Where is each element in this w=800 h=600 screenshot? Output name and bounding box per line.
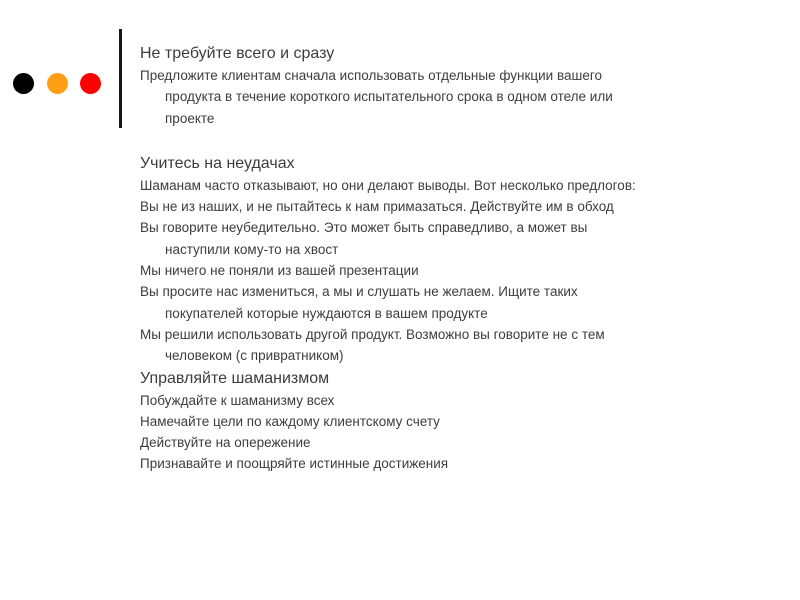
bullet-line: Действуйте на опережение: [140, 435, 311, 451]
bullet-item: [140, 453, 730, 474]
bullet-item: [140, 175, 730, 196]
bullet-item: [140, 217, 730, 260]
bullet-line: Вы просите нас измениться, а мы и слушать не желаем. Ищите таких: [140, 284, 578, 300]
bullet-line: Намечайте цели по каждому клиентскому счету: [140, 413, 440, 429]
bullet-item: [140, 281, 730, 324]
decor-dot-orange: [47, 73, 68, 94]
section-manage-shamanism: [140, 367, 730, 475]
bullet-line: Шаманам часто отказывают, но они делают выводы. Вот несколько предлогов:: [140, 177, 636, 193]
bullet-line: Мы ничего не поняли из вашей презентации: [140, 263, 419, 279]
bullet-item: [140, 196, 730, 217]
bullet-line: Побуждайте к шаманизму всех: [140, 392, 335, 408]
bullet-line: Предложите клиентам сначала использовать отдельные функции вашего: [140, 68, 602, 83]
decor-dot-red: [80, 73, 101, 94]
bullet-line-wrapped: продукта в течение короткого испытательного срока в одном отеле или: [165, 89, 613, 105]
bullet-line: Мы решили использовать другой продукт. Возможно вы говорите не с тем: [140, 326, 605, 342]
section-dont-demand-everything: [140, 42, 730, 129]
slide-content: [140, 42, 730, 475]
bullet-item: [140, 324, 730, 367]
section-learn-from-failures: [140, 152, 730, 367]
decor-vertical-line: [119, 29, 122, 128]
decor-dot-black: [13, 73, 34, 94]
bullet-line: Вы говорите неубедительно. Это может быть справедливо, а может вы: [140, 220, 588, 236]
bullet-item: [140, 65, 730, 129]
bullet-line-wrapped: проекте: [165, 110, 215, 126]
section-items: [140, 175, 730, 367]
bullet-item: [140, 260, 730, 281]
bullet-line-wrapped: покупателей которые нуждаются в вашем продукте: [165, 305, 488, 321]
bullet-line-wrapped: наступили кому-то на хвост: [165, 241, 339, 257]
bullet-line: Вы не из наших, и не пытайтесь к нам примазаться. Действуйте им в обход: [140, 199, 614, 215]
section-items: [140, 65, 730, 129]
bullet-item: [140, 411, 730, 432]
bullet-line: Признавайте и поощряйте истинные достижения: [140, 456, 449, 472]
section-heading: Учитесь на неудачах: [140, 154, 295, 172]
bullet-line-wrapped: человеком (с привратником): [165, 348, 344, 364]
section-heading: Управляйте шаманизмом: [140, 369, 330, 387]
bullet-item: [140, 390, 730, 411]
section-items: [140, 390, 730, 475]
section-heading: Не требуйте всего и сразу: [140, 45, 335, 62]
bullet-item: [140, 432, 730, 453]
